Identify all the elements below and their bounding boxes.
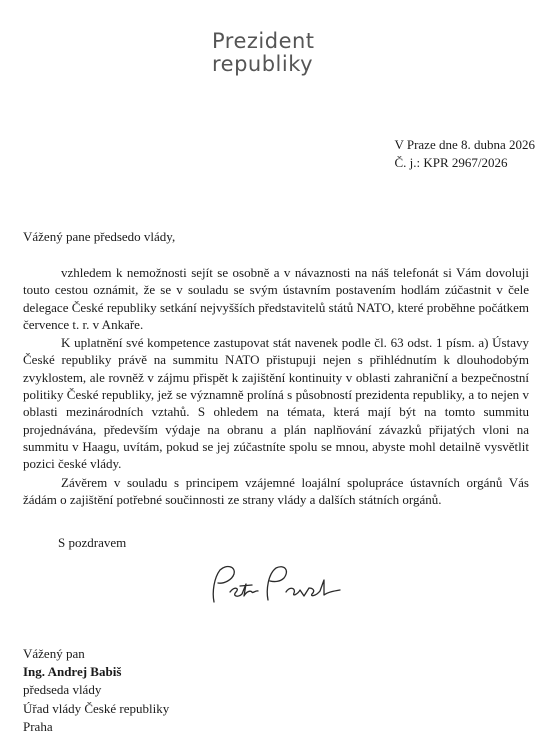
closing: S pozdravem xyxy=(58,535,127,550)
salutation: Vážený pane předsedo vlády, xyxy=(23,229,176,244)
place-date: V Praze dne 8. dubna 2026 xyxy=(394,137,535,152)
paragraph-1: vzhledem k nemožnosti sejít se osobně a v návaznosti na náš telefonát si Vám dovoluji touto cestou oznámit, že se v souladu se svým ústavním postavením hodlám zúčastnit v čele delegace České republiky setkání nejvyšších představitelů států NATO, které proběhne počátkem července t. r. v Ankaře. xyxy=(23,265,529,332)
addressee-role: předseda vlády xyxy=(23,682,102,698)
addressee-block xyxy=(23,645,169,736)
paragraph-2: K uplatnění své kompetence zastupovat stát navenek podle čl. 63 odst. 1 písm. a) Ústavy České republiky právě na summitu NATO přistupuji nejen s přihlédnutím k dlouhodobým zvyklostem, ale rovněž v zájmu přispět k zajištění kontinuity v oblasti zahraniční a bezpečnostní politiky České republiky, jež se významně prolíná s působností prezidenta republiky, a to nejen v oblasti mezinárodních vztahů. S ohledem na témata, která mají být na tomto summitu projednávána, především výdaje na obranu a plán naplňování závazků přijatých vloni na summitu v Haagu, uvítám, pokud se jej zúčastníte spolu se mnou, abyste mohl detailně vysvětlit pozici české vlády. xyxy=(23,335,529,472)
letter-meta xyxy=(394,136,535,172)
letter-body xyxy=(23,264,529,509)
addressee-name: Ing. Andrej Babiš xyxy=(23,664,122,680)
reference-number: Č. j.: KPR 2967/2026 xyxy=(394,155,508,170)
addressee-title: Vážený pan xyxy=(23,646,85,661)
addressee-city: Praha xyxy=(23,718,53,734)
letterhead xyxy=(212,30,315,76)
handwritten-signature xyxy=(206,558,356,608)
letterhead-line-1: Prezident xyxy=(212,29,315,53)
paragraph-3: Závěrem v souladu s principem vzájemné loajální spolupráce ústavních orgánů Vás žádám o zajištění potřebné součinnosti ze strany vlády a dalších státních orgánů. xyxy=(23,474,529,507)
letterhead-line-2: republiky xyxy=(212,52,314,76)
addressee-office: Úřad vlády České republiky xyxy=(23,700,170,716)
signature-strokes xyxy=(213,567,340,602)
